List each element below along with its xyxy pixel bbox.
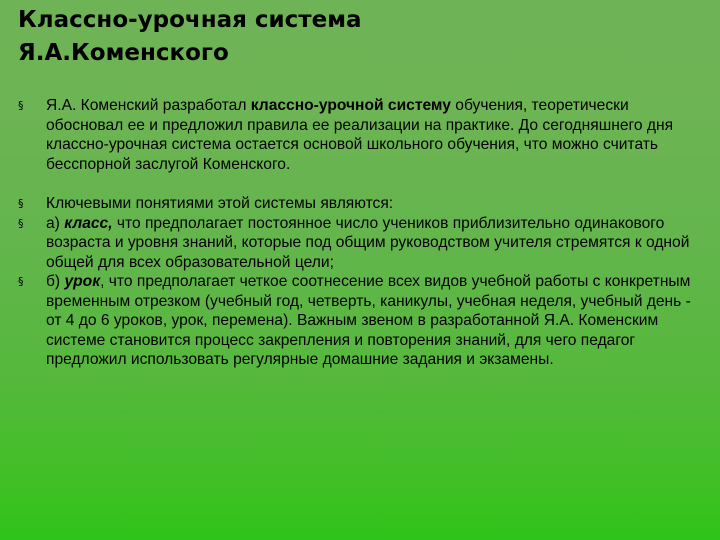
paragraph-4-text: , что предполагает четкое соотнесение всех видов учебной работы с конкретным временным отрезком (учебный год, четверть, каникулы, учебная неделя, учебный день - от 4 до 6 уроков, урок, перемена). Важным звеном в разработанной Я.А. Коменским системе становится процесс закрепления и повторения знаний, для чего педагог предложил использовать регулярные домашние задания и экзамены. <box>46 273 691 368</box>
paragraph-2 <box>18 194 708 214</box>
paragraph-4-prefix: б) <box>46 273 65 290</box>
paragraph-1-bold-term: классно-урочной систему <box>250 97 451 114</box>
bullet-marker: § <box>18 275 24 288</box>
paragraph-1 <box>18 96 708 174</box>
paragraph-3-text: что предполагает постоянное число учеников приблизительно одинакового возраста и уровня знаний, которые под общим руководством учителя стремятся к одной общей для всех образовательной цели; <box>46 214 690 271</box>
paragraph-2-text: Ключевыми понятиями этой системы являются: <box>46 195 394 212</box>
paragraph-3-term: класс, <box>64 214 113 232</box>
paragraph-1-text-start: Я.А. Коменский разработал <box>46 97 251 114</box>
slide-content <box>18 96 708 370</box>
paragraph-3-prefix: а) <box>46 214 65 232</box>
paragraph-1-text-end: обучения, теоретически обосновал ее и предложил правила ее реализации на практике. До сегодняшнего дня классно-урочная система остается основой школьного обучения, что можно считать бесспорной заслугой Коменского. <box>46 97 674 173</box>
bullet-marker: § <box>18 197 24 210</box>
bullet-marker: § <box>18 216 24 230</box>
paragraph-4-term: урок <box>64 273 101 290</box>
bullet-marker: § <box>18 99 24 112</box>
title-line-2: Я.А.Коменского <box>18 40 229 66</box>
title-line-1: Классно-урочная система <box>18 7 362 33</box>
slide-title <box>18 4 708 70</box>
paragraph-gap <box>18 174 708 194</box>
paragraph-4 <box>18 272 708 370</box>
paragraph-3 <box>18 214 708 273</box>
